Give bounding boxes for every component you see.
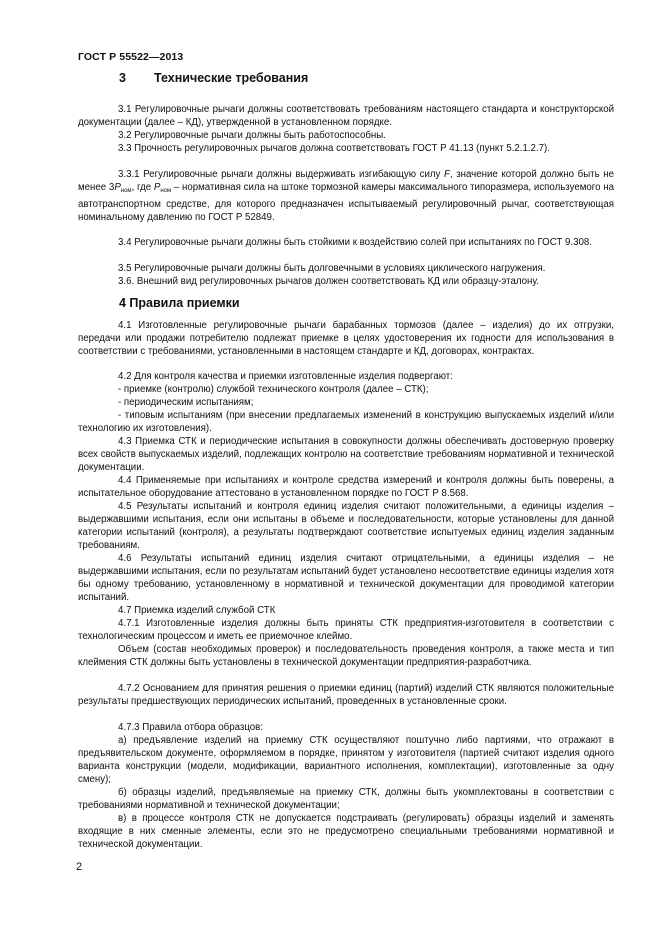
paragraph-4-7-3-c: в) в процессе контроля СТК не допускается подстраивать (регулировать) образцы изделий и заменять входящие в них сменные элементы, если это не предусмотрено специальными требованиями нормативной и технической документации.	[78, 813, 614, 850]
paragraph-4-7-1: 4.7.1 Изготовленные изделия должны быть приняты СТК предприятия-изготовителя в соответствии с технологическим процессом и иметь ее приемочное клеймо.	[78, 618, 614, 642]
paragraph-4-2-item-a: - приемке (контролю) службой технического контроля (далее – СТК);	[118, 384, 429, 395]
paragraph-3-5: 3.5 Регулировочные рычаги должны быть долговечными в условиях циклического нагружения.	[118, 263, 546, 274]
section-4-heading: 4 Правила приемки	[119, 296, 240, 310]
paragraph-4-2: 4.2 Для контроля качества и приемки изготовленные изделия подвергают:	[118, 371, 453, 382]
paragraph-4-7-1-b: Объем (состав необходимых проверок) и последовательность проведения контроля, а также места и тип клеймения СТК должны быть установлены в технической документации предприятия-разработчика.	[78, 644, 614, 668]
force-symbol: F	[443, 169, 450, 180]
paragraph-4-7-3-b: б) образцы изделий, предъявляемые на приемку СТК, должны быть укомплектованы в соответствии с требованиями нормативной и технической документации;	[78, 787, 614, 811]
paragraph-4-7-3: 4.7.3 Правила отбора образцов:	[118, 722, 263, 733]
paragraph-4-6: 4.6 Результаты испытаний единиц изделия считают отрицательными, а единицы изделия – не выдержавшими испытания, если по результатам испытаний будет установлено несоответствие единицы изделия хотя бы одному требованию, установленному в нормативной и технической документации для проводимой категории испытаний.	[78, 553, 614, 603]
paragraph-4-7: 4.7 Приемка изделий службой СТК	[118, 605, 276, 616]
paragraph-4-7-2: 4.7.2 Основанием для принятия решения о приемки единиц (партий) изделий СТК являются положительные результаты предшествующих периодических испытаний, проведенных в установленные сроки.	[78, 683, 614, 707]
section-3-heading	[119, 71, 308, 85]
paragraph-4-2-item-c: - типовым испытаниям (при внесении предлагаемых изменений в конструкцию выпускаемых изделий и/или технологию их изготовления).	[78, 410, 614, 434]
paragraph-4-1: 4.1 Изготовленные регулировочные рычаги барабанных тормозов (далее – изделия) до их отгрузки, передачи или продажи потребителю подлежат приемке в целях удостоверения их годности для использования в соответствии с требованиями, установленными в настоящем стандарте и КД, договорах, контрактах.	[78, 320, 614, 357]
paragraph-4-2-item-b: - периодическим испытаниям;	[118, 397, 254, 408]
paragraph-3-1: 3.1 Регулировочные рычаги должны соответствовать требованиям настоящего стандарта и конструкторской документации (далее – КД), утвержденной в установленном порядке.	[78, 104, 614, 128]
section-3-title: Технические требования	[154, 71, 309, 85]
paragraph-3-6: 3.6. Внешний вид регулировочных рычагов должен соответствовать КД или образцу-эталону.	[118, 276, 539, 287]
paragraph-3-4: 3.4 Регулировочные рычаги должны быть стойкими к воздействию солей при испытаниях по ГОСТ 9.308.	[118, 237, 592, 248]
page-number: 2	[76, 861, 83, 873]
document-header: ГОСТ Р 55522—2013	[78, 51, 184, 63]
paragraph-3-3: 3.3 Прочность регулировочных рычагов должна соответствовать ГОСТ Р 41.13 (пункт 5.2.1.2.7).	[118, 143, 550, 154]
paragraph-4-3: 4.3 Приемка СТК и периодические испытания в совокупности должны обеспечивать достоверную проверку всех свойств выпускаемых изделий, подлежащих контролю на соответствие требованиям нормативной и технической документации.	[78, 436, 614, 473]
paragraph-3-3-1: 3.3.1 Регулировочные рычаги должны выдерживать изгибающую силу F, значение которой должно быть не менее $3P_{ном}$, где $P_{ном}$ – нормативная сила на штоке тормозной камеры максимального типоразмера, используемого на автотранспортном средстве, для которого предназначен испытываемый регулировочный рычаг, соответствующая номинальному давлению по ГОСТ Р 52849.	[78, 169, 614, 223]
paragraph-3-2: 3.2 Регулировочные рычаги должны быть работоспособны.	[118, 130, 386, 141]
paragraph-4-5: 4.5 Результаты испытаний и контроля единиц изделия считают положительными, а единицы изделия – выдержавшими испытания, если они испытаны в объеме и последовательности, которые установлены для данной категории испытаний (контроля), а результаты подтверждают соответствие испытуемых единиц изделия заданным требованиям.	[78, 501, 614, 551]
section-3-number: 3	[119, 71, 126, 85]
paragraph-4-4: 4.4 Применяемые при испытаниях и контроле средства измерений и контроля должны быть поверены, а испытательное оборудование аттестовано в установленном порядке по ГОСТ Р 8.568.	[78, 475, 614, 499]
paragraph-4-7-3-a: а) предъявление изделий на приемку СТК осуществляют поштучно либо партиями, что отражают в предъявительском документе, оформляемом в порядке, принятом у изготовителя (партией считают изделия одного варианта конструкции (модели, модификации, вариантного исполнения, комплектации), изготовленные за одну смену);	[78, 735, 614, 785]
